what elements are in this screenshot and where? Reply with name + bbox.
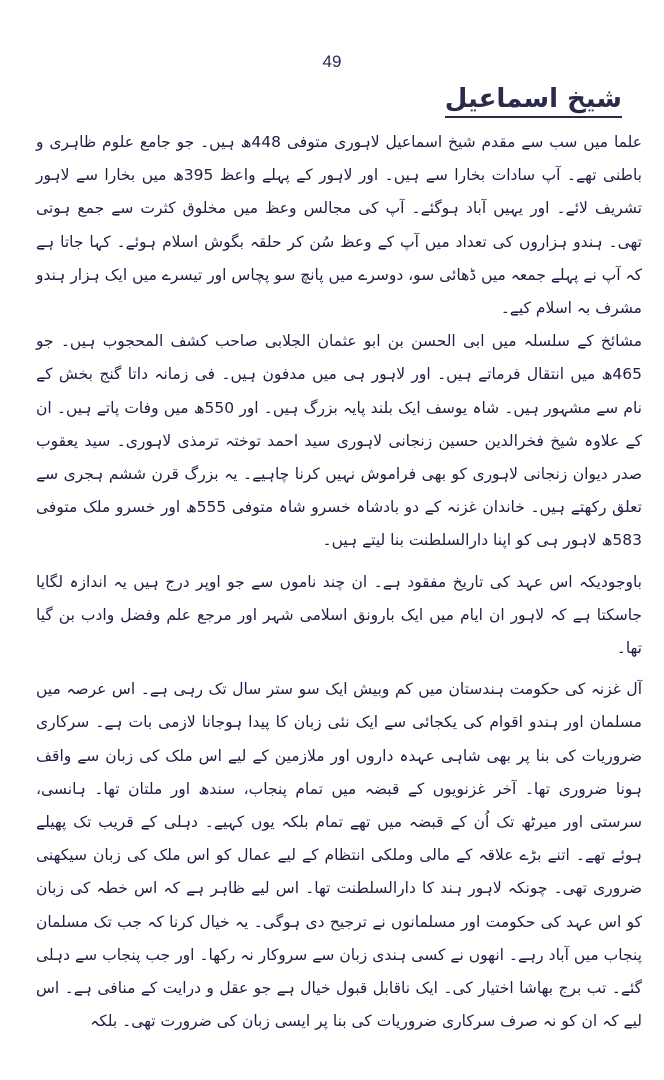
paragraph-mashaikh: مشائخ کے سلسلہ میں ابی الحسن بن ابو عثمان الجلابی صاحب کشف المحجوب ہیں۔ جو 465ھ میں انتقال فرماتے ہیں۔ اور لاہور ہی میں مدفون ہیں۔ فی زمانہ داتا گنج بخش کے نام سے مشہور ہیں۔ شاہ یوسف ایک بلند پایہ بزرگ ہیں۔ اور 550ھ میں وفات پاتے ہیں۔ ان کے علاوہ شیخ فخرالدین حسین زنجانی لاہوری سید احمد توختہ ترمذی لاہوری۔ سید یعقوب صدر دیوان زنجانی لاہوری کو بھی فراموش نہیں کرنا چاہیے۔ یہ بزرگ قرن ششم ہجری سے تعلق رکھتے ہیں۔ خاندان غزنہ کے دو بادشاہ خسرو شاہ متوفی 555ھ اور خسرو ملک متوفی 583ھ لاہور ہی کو اپنا دارالسلطنت بنا لیتے ہیں۔	[36, 332, 642, 550]
paragraph-lahore-center: باوجودیکہ اس عہد کی تاریخ مفقود ہے۔ ان چند ناموں سے جو اوپر درج ہیں یہ اندازہ لگایا جاسکتا ہے کہ لاہور ان ایام میں ایک بارونق اسلامی شہر اور مرجع علم وفضل وادب بن گیا تھا۔	[36, 572, 642, 658]
section-heading: شیخ اسماعیل	[445, 85, 622, 118]
paragraph-ghazna-rule: آل غزنہ کی حکومت ہندستان میں کم وبیش ایک سو ستر سال تک رہی ہے۔ اس عرصہ میں مسلمان اور ہندو اقوام کی یکجائی سے ایک نئی زبان کا پیدا ہوجانا لازمی بات ہے۔ سرکاری ضروریات کی بنا پر بھی شاہی عہدہ داروں اور ملازمین کے لیے اس ملک کی زبان سے واقف ہونا ضروری تھا۔ آخر غزنویوں کے قبضہ میں تمام پنجاب، سندھ اور ملتان تھا۔ ہانسی، سرستی اور میرٹھ تک اُن کے قبضہ میں تھے تمام بلکہ یوں کہیے۔ دہلی کے قریب تک پھیلے ہوئے تھے۔ اتنے بڑے علاقہ کے مالی وملکی انتظام کے لیے عمال کو اس ملک کی زبان سیکھنی ضروری تھی۔ چونکہ لاہور ہند کا دارالسلطنت تھا۔ اس لیے ظاہر ہے کہ اس خطہ کی زبان کو اس عہد کی حکومت اور مسلمانوں نے ترجیح دی ہوگی۔ یہ خیال کرنا کہ جب تک مسلمان پنجاب میں آباد رہے۔ انھوں نے کسی ہندی زبان سے سروکار نہ رکھا۔ اور جب پنجاب سے دہلی گئے۔ تب برج بھاشا اختیار کی۔ ایک ناقابل قبول خیال ہے جو عقل و درایت کے منافی ہے۔ اس لیے کہ ان کو نہ صرف سرکاری ضروریات کی بنا پر ایسی زبان کی ضرورت تھی۔ بلکہ	[36, 680, 642, 1031]
paragraph-ismail: علما میں سب سے مقدم شیخ اسماعیل لاہوری متوفی 448ھ ہیں۔ جو جامع علوم ظاہری و باطنی تھے۔ آپ سادات بخارا سے ہیں۔ اور لاہور کے پہلے واعظ 395ھ میں بخارا سے لاہور تشریف لائے۔ اور یہیں آباد ہوگئے۔ آپ کی مجالس وعظ میں مخلوق کثرت سے جمع ہوتی تھی۔ ہندو ہزاروں کی تعداد میں آپ کے وعظ سُن کر حلقہ بگوش اسلام ہوئے۔ کہا جاتا ہے کہ آپ نے پہلے جمعہ میں ڈھائی سو، دوسرے میں پانچ سو پچاس اور تیسرے میں ایک ہزار ہندو مشرف بہ اسلام کیے۔	[36, 133, 643, 318]
body-text	[36, 126, 642, 1038]
page-number: 49	[322, 52, 342, 71]
